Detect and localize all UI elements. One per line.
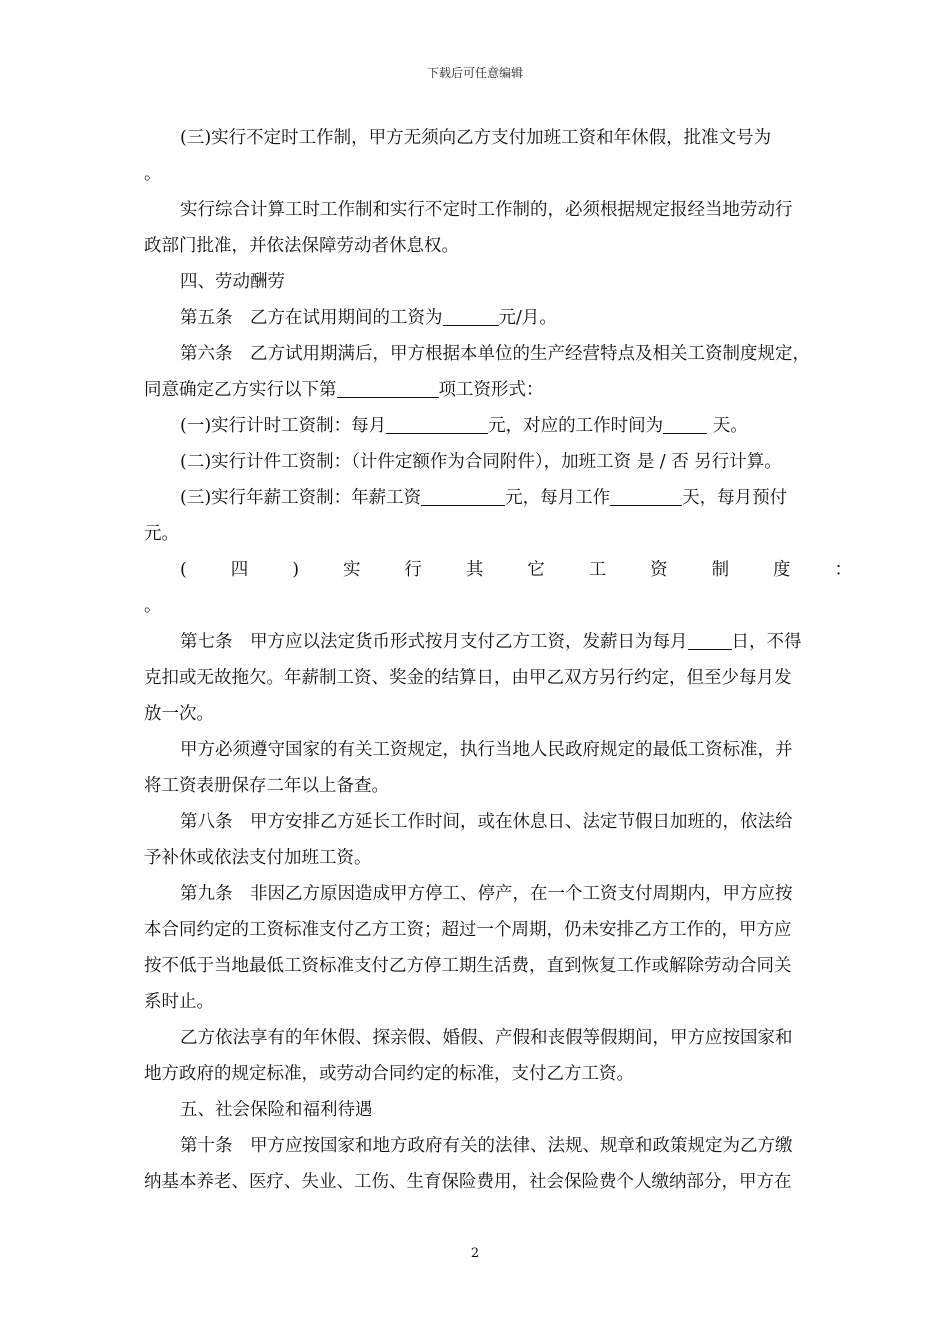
section-heading: 四、劳动酬劳 <box>180 272 285 292</box>
text-line: (二)实行计件工资制：（计件定额作为合同附件），加班工资 是 / 否 另行计算。 <box>180 452 782 472</box>
text-line: 乙方依法享有的年休假、探亲假、婚假、产假和丧假等假期间，甲方应按国家和 <box>180 1028 793 1048</box>
article-7: 第七条 甲方应以法定货币形式按月支付乙方工资，发薪日为每月 日，不得 <box>144 624 860 660</box>
article-5: 第五条 乙方在试用期间的工资为 元/月。 <box>144 300 860 336</box>
blank-field[interactable] <box>688 629 732 650</box>
text-line: 系时止。 <box>144 992 214 1012</box>
blank-field[interactable] <box>443 305 499 326</box>
page-header: 下载后可任意编辑 <box>426 66 523 80</box>
text-line: 政部门批准，并依法保障劳动者休息权。 <box>144 236 459 256</box>
text-line: 克扣或无故拖欠。年薪制工资、奖金的结算日，由甲乙双方另行约定，但至少每月发 <box>144 668 792 688</box>
blank-field[interactable] <box>421 485 505 506</box>
text-line: 地方政府的规定标准，或劳动合同约定的标准，支付乙方工资。 <box>144 1064 634 1084</box>
text-line: 将工资表册保存二年以上备查。 <box>144 776 389 796</box>
text-line: 按不低于当地最低工资标准支付乙方停工期生活费，直到恢复工作或解除劳动合同关 <box>144 956 792 976</box>
text-line: 放一次。 <box>144 704 214 724</box>
document-body <box>144 120 860 1200</box>
text-line: (三)实行不定时工作制，甲方无须向乙方支付加班工资和年休假，批准文号为 <box>180 128 772 148</box>
article-8: 第八条 甲方安排乙方延长工作时间，或在休息日、法定节假日加班的，依法给 <box>180 812 793 832</box>
text-line: 本合同约定的工资标准支付乙方工资；超过一个周期，仍未安排乙方工作的，甲方应 <box>144 920 792 940</box>
text-line: 甲方必须遵守国家的有关工资规定，执行当地人民政府规定的最低工资标准，并 <box>180 740 793 760</box>
text-line: 元。 <box>144 524 179 544</box>
article-10: 第十条 甲方应按国家和地方政府有关的法律、法规、规章和政策规定为乙方缴 <box>180 1136 793 1156</box>
blank-field[interactable] <box>610 485 682 506</box>
text-line: 纳基本养老、医疗、失业、工伤、生育保险费用，社会保险费个人缴纳部分，甲方在 <box>144 1172 792 1192</box>
blank-field[interactable] <box>386 413 488 434</box>
text-line: 。 <box>144 164 162 184</box>
article-6: 第六条 乙方试用期满后，甲方根据本单位的生产经营特点及相关工资制度规定， <box>180 344 810 364</box>
section-heading: 五、社会保险和福利待遇 <box>180 1100 373 1120</box>
text-line: (三)实行年薪工资制：年薪工资 元，每月工作 天，每月预付 <box>144 480 860 516</box>
text-line: 实行综合计算工时工作制和实行不定时工作制的，必须根据规定报经当地劳动行 <box>180 200 793 220</box>
text-line: 同意确定乙方实行以下第 项工资形式： <box>144 372 860 408</box>
blank-field[interactable] <box>663 413 707 434</box>
blank-field[interactable] <box>337 377 439 398</box>
page-number: 2 <box>470 1246 480 1261</box>
text-line: (一)实行计时工资制：每月 元，对应的工作时间为 天。 <box>144 408 860 444</box>
text-line: 予补休或依法支付加班工资。 <box>144 848 372 868</box>
article-9: 第九条 非因乙方原因造成甲方停工、停产，在一个工资支付周期内，甲方应按 <box>180 884 793 904</box>
text-line: 。 <box>144 596 162 616</box>
spread-line: ( 四 ) 实 行 其 它 工 资 制 度 ： <box>180 560 852 580</box>
